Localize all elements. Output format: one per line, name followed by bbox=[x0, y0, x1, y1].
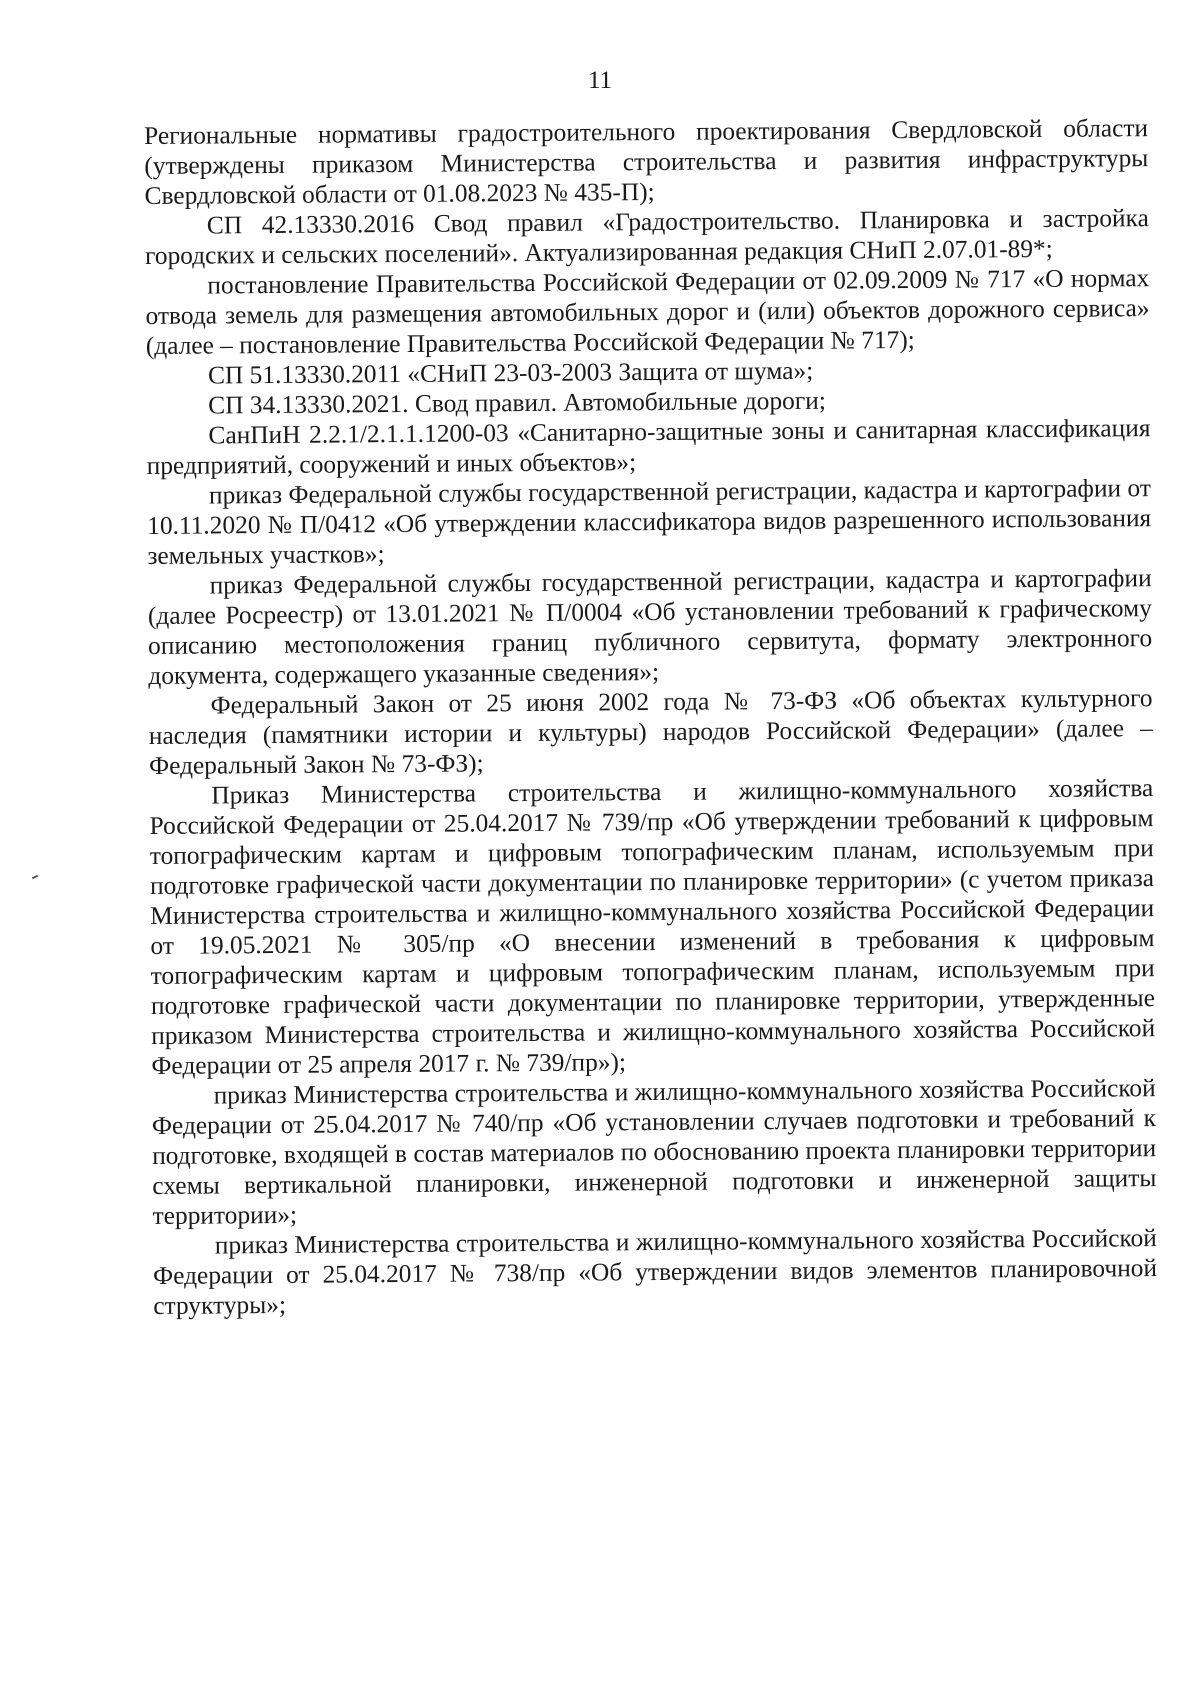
paragraph-prikaz-p0004: приказ Федеральной службы государственной регистрации, кадастра и картографии (далее Росреестр) от 13.01.2021 № П/0004 «Об установлении требований к графическому описанию местоположения границ публичного сервитута, формату электронного документа, содержащего указанные сведения»; bbox=[147, 564, 1153, 690]
document-body bbox=[144, 113, 1157, 1321]
paragraph-prikaz-738: приказ Министерства строительства и жилищно-коммунального хозяйства Российской Федерации от 25.04.2017 № 738/пр «Об утверждении видов элементов планировочной структуры»; bbox=[152, 1224, 1158, 1320]
paragraph-regional-norms: Региональные нормативы градостроительного проектирования Свердловской области (утверждены приказом Министерства строительства и развития инфраструктуры Свердловской области от 01.08.2023 № 435-П); bbox=[144, 114, 1149, 210]
paragraph-federal-law-73: Федеральный Закон от 25 июня 2002 года № 73-ФЗ «Об объектах культурного наследия (памятники истории и культуры) народов Российской Федерации» (далее – Федеральный Закон № 73-ФЗ); bbox=[148, 684, 1153, 780]
paragraph-sp-42: СП 42.13330.2016 Свод правил «Градостроительство. Планировка и застройка городских и сельских поселений». Актуализированная редакция СНиП 2.07.01-89*; bbox=[144, 204, 1149, 270]
paragraph-sp-51: СП 51.13330.2011 «СНиП 23-03-2003 Защита от шума»; bbox=[207, 356, 814, 390]
page-number: 11 bbox=[587, 67, 613, 94]
scan-mark bbox=[32, 875, 38, 879]
paragraph-prikaz-p0412: приказ Федеральной службы государственной регистрации, кадастра и картографии от 10.11.2020 № П/0412 «Об утверждении классификатора видов разрешенного использования земельных участков»; bbox=[147, 474, 1152, 570]
paragraph-prikaz-739: Приказ Министерства строительства и жилищно-коммунального хозяйства Российской Федерации от 25.04.2017 № 739/пр «Об утверждении требований к цифровым топографическим картам и цифровым топографическим планам, используемым при подготовке графической части документации по планировке территории» (с учетом приказа Министерства строительства и жилищно-коммунального хозяйства Российской Федерации от 19.05.2021 № 305/пр «О внесении изменений в требования к цифровым топографическим картам и цифровым топографическим планам, используемым при подготовке графической части документации по планировке территории, утвержденные приказом Министерства строительства и жилищно-коммунального хозяйства Российской Федерации от 25 апреля 2017 г. № 739/пр»); bbox=[149, 774, 1156, 1080]
paragraph-sanpin: СанПиН 2.2.1/2.1.1.1200-03 «Санитарно-защитные зоны и санитарная классификация предприятий, сооружений и иных объектов»; bbox=[146, 414, 1151, 480]
paragraph-sp-34: СП 34.13330.2021. Свод правил. Автомобильные дороги; bbox=[208, 386, 826, 420]
paragraph-prikaz-740: приказ Министерства строительства и жилищно-коммунального хозяйства Российской Федерации от 25.04.2017 № 740/пр «Об установлении случаев подготовки и требований к подготовке, входящей в состав материалов по обоснованию проекта планировки территории схемы вертикальной планировки, инженерной подготовки и инженерной защиты территории»; bbox=[151, 1074, 1157, 1230]
paragraph-postanovlenie-717: постановление Правительства Российской Федерации от 02.09.2009 № 717 «О нормах отвода земель для размещения автомобильных дорог и (или) объектов дорожного сервиса» (далее – постановление Правительства Российской Федерации № 717); bbox=[145, 264, 1150, 360]
